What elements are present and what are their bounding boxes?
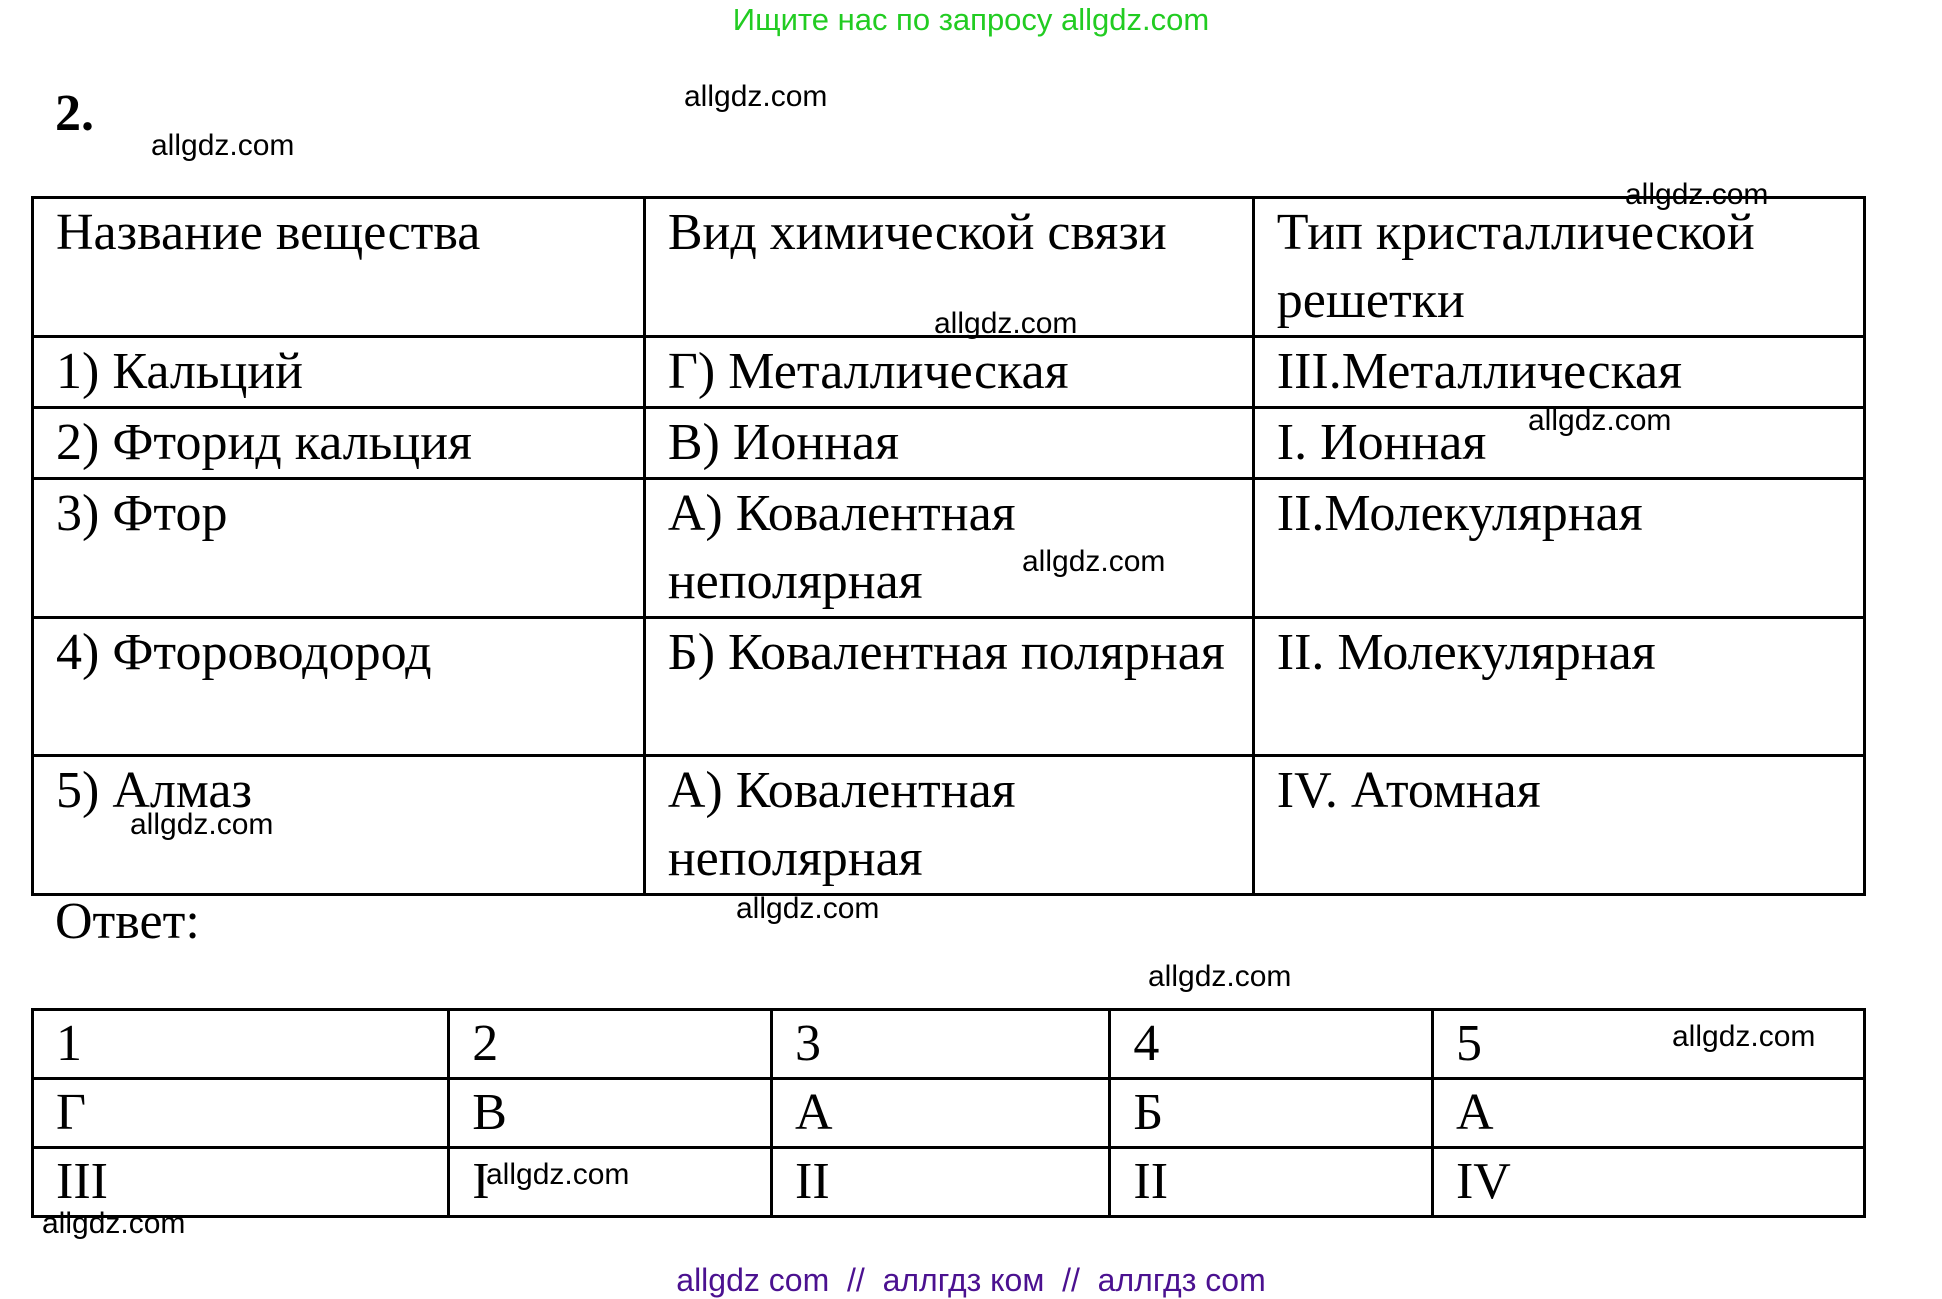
watermark: allgdz.com: [1148, 960, 1292, 993]
table-cell: 5) Алмаз: [33, 756, 645, 895]
watermark: allgdz.com: [42, 1207, 186, 1240]
table-cell: II.Молекулярная: [1253, 479, 1864, 618]
answer-lattices-row: [33, 1148, 1865, 1217]
watermark: allgdz.com: [736, 892, 880, 925]
watermark: allgdz.com: [130, 808, 274, 841]
table-row: [33, 618, 1865, 756]
answer-numbers-row: [33, 1010, 1865, 1079]
watermark: allgdz.com: [1672, 1020, 1816, 1053]
answer-cell: I: [449, 1148, 772, 1217]
watermark: allgdz.com: [684, 80, 828, 113]
table-cell: III.Металлическая: [1253, 337, 1864, 408]
header-cell: Тип кристаллической решетки: [1253, 198, 1864, 337]
table-cell: А) Ковалентная неполярная: [644, 479, 1253, 618]
watermark: allgdz.com: [934, 307, 1078, 340]
table-cell: 4) Фтороводород: [33, 618, 645, 756]
answer-cell: 3: [772, 1010, 1110, 1079]
table-cell: В) Ионная: [644, 408, 1253, 479]
watermark: allgdz.com: [1528, 404, 1672, 437]
answer-cell: II: [1110, 1148, 1433, 1217]
table-cell: Г) Металлическая: [644, 337, 1253, 408]
table-cell: IV. Атомная: [1253, 756, 1864, 895]
table-cell: I. Ионная: [1253, 408, 1864, 479]
table-cell: Б) Ковалентная полярная: [644, 618, 1253, 756]
watermark: allgdz.com: [151, 129, 295, 162]
answer-cell: 1: [33, 1010, 449, 1079]
header-cell: Название вещества: [33, 198, 645, 337]
answer-cell: IV: [1432, 1148, 1864, 1217]
answer-label: Ответ:: [55, 893, 200, 950]
table-cell: 1) Кальций: [33, 337, 645, 408]
answer-cell: III: [33, 1148, 449, 1217]
answer-cell: Г: [33, 1079, 449, 1148]
table-cell: 3) Фтор: [33, 479, 645, 618]
footer-text: allgdz com // аллгдз ком // аллгдз com: [676, 1262, 1266, 1298]
answer-cell: А: [772, 1079, 1110, 1148]
answer-cell: 4: [1110, 1010, 1433, 1079]
answer-cell: В: [449, 1079, 772, 1148]
watermark: allgdz.com: [1625, 178, 1769, 211]
table-row: [33, 756, 1865, 895]
header-cell: Вид химической связи: [644, 198, 1253, 337]
watermark: allgdz.com: [1022, 545, 1166, 578]
answer-cell: А: [1432, 1079, 1864, 1148]
answer-cell: 2: [449, 1010, 772, 1079]
task-number: 2.: [55, 85, 94, 142]
answer-cell: 5: [1432, 1010, 1864, 1079]
table-cell: II. Молекулярная: [1253, 618, 1864, 756]
table-row: [33, 337, 1865, 408]
search-banner: Ищите нас по запросу allgdz.com: [732, 2, 1210, 37]
substances-table: [31, 196, 1866, 896]
table-row: [33, 479, 1865, 618]
answer-cell: II: [772, 1148, 1110, 1217]
watermark: allgdz.com: [486, 1158, 630, 1191]
table-cell: А) Ковалентная неполярная: [644, 756, 1253, 895]
answer-table: [31, 1008, 1866, 1218]
answer-bonds-row: [33, 1079, 1865, 1148]
table-cell: 2) Фторид кальция: [33, 408, 645, 479]
answer-cell: Б: [1110, 1079, 1433, 1148]
